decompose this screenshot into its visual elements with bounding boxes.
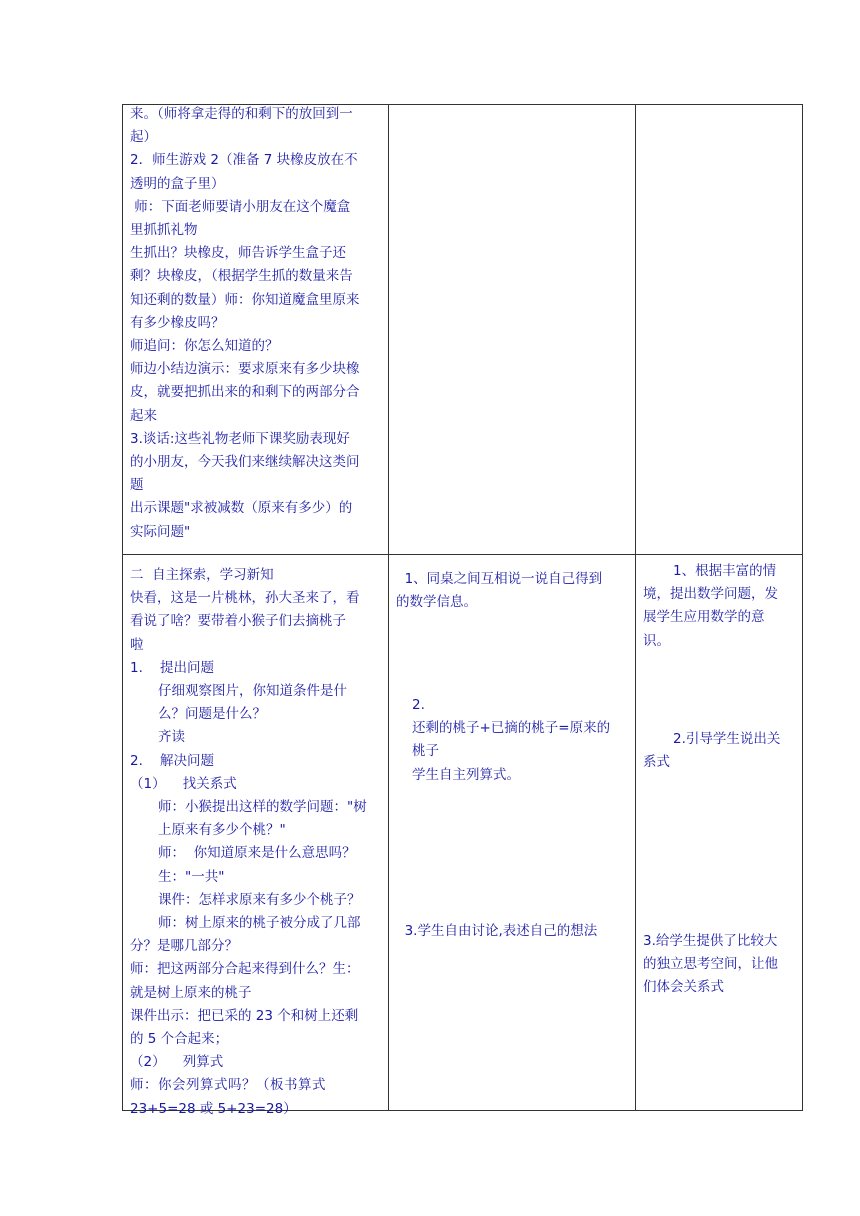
text-line: 识。 [643, 632, 670, 649]
text-line: 实际问题" [130, 523, 191, 540]
text-line: 系式 [643, 754, 670, 771]
numbered-heading: 2. 解决问题 [130, 752, 215, 769]
text-line: 2. [412, 697, 425, 713]
text-line: 的 5 个合起来； [130, 1031, 229, 1048]
text-line: 3.学生自由讨论,表述自己的想法 [396, 923, 598, 939]
text-line: 生："一共" [158, 868, 225, 885]
text-line: 2.引导学生说出关 [643, 731, 781, 747]
table-right-border [802, 104, 803, 1111]
column-divider-2 [635, 104, 636, 1111]
text-line: 出示课题"求被减数（原来有多少）的 [130, 500, 353, 517]
row1-teaching-process-cell [130, 103, 384, 544]
section-heading: 二 自主探索，学习新知 [130, 567, 274, 583]
sub-heading: （1） 找关系式 [130, 775, 237, 792]
text-line: 师追问：你怎么知道的？ [130, 338, 279, 355]
text-line: 师：你会列算式吗？（板书算式 [130, 1077, 326, 1094]
text-line: 2．师生游戏 2（准备 7 块橡皮放在不 [130, 152, 358, 169]
text-line: 3.给学生提供了比较大 [643, 933, 778, 949]
text-line: 皮，就要把抓出来的和剩下的两部分合 [130, 384, 360, 401]
text-line: 就是树上原来的桃子 [130, 984, 252, 1001]
column-divider-1 [388, 104, 389, 1111]
text-line: 的数学信息。 [396, 594, 477, 611]
student-activity-block-3 [396, 920, 632, 943]
text-line: 们体会关系式 [643, 979, 724, 996]
text-line: 课件：怎样求原来有多少个桃子？ [158, 891, 361, 908]
text-line: 仔细观察图片，你知道条件是什 [158, 683, 347, 700]
text-line: 里抓抓礼物 [130, 222, 198, 239]
text-line: 师： 你知道原来是什么意思吗？ [158, 845, 356, 862]
text-line: 师：下面老师要请小朋友在这个魔盒 [130, 198, 351, 215]
text-line: 课件出示：把已采的 23 个和树上还剩 [130, 1007, 359, 1024]
design-intent-block-2 [643, 728, 799, 774]
row2-teaching-process-cell [130, 564, 384, 1121]
text-line: 师边小结边演示：要求原来有多少块橡 [130, 361, 360, 378]
design-intent-block-3 [643, 930, 799, 1000]
text-line: 师：小猴提出这样的数学问题："树 [158, 799, 367, 816]
text-line: 看说了啥？要带着小猴子们去摘桃子 [130, 613, 346, 630]
text-line: 学生自主列算式。 [412, 766, 520, 783]
design-intent-block-1 [643, 560, 799, 653]
numbered-heading: 1. 提出问题 [130, 659, 215, 676]
student-activity-block-1 [396, 568, 632, 614]
text-line: 23+5=28 或 5+23=28） [130, 1100, 297, 1117]
text-line: 的小朋友，今天我们来继续解决这类问 [130, 454, 360, 471]
text-line: 1、根据丰富的情 [643, 563, 777, 579]
sub-heading: （2） 列算式 [130, 1054, 224, 1071]
text-line: 师：把这两部分合起来得到什么？生： [130, 961, 360, 978]
text-line: 快看，这是一片桃林，孙大圣来了，看 [130, 590, 360, 607]
text-line: 的独立思考空间，让他 [643, 956, 778, 973]
text-line: 来。（师将拿走得的和剩下的放回到一 [130, 106, 353, 122]
text-line: 生抓出？块橡皮，师告诉学生盒子还 [130, 245, 346, 262]
text-line: 分？是哪几部分？ [130, 938, 238, 955]
text-line: 3.谈话:这些礼物老师下课奖励表现好 [130, 430, 350, 447]
text-line: 有多少橡皮吗？ [130, 314, 225, 331]
row-divider [122, 554, 803, 555]
text-line: 齐读 [158, 729, 185, 746]
text-line: 1、同桌之间互相说一说自己得到 [396, 571, 603, 587]
text-line: 展学生应用数学的意 [643, 609, 765, 626]
table-left-border [122, 104, 123, 1111]
text-line: 上原来有多少个桃？" [158, 822, 286, 839]
text-line: 起来 [130, 407, 157, 424]
text-line: 还剩的桃子+已摘的桃子=原来的 [412, 720, 611, 737]
text-line: 境，提出数学问题，发 [643, 586, 778, 603]
text-line: 透明的盒子里） [130, 175, 225, 192]
student-activity-block-2 [412, 694, 634, 787]
text-line: 桃子 [412, 743, 439, 760]
text-line: 啦 [130, 636, 144, 653]
text-line: 么？问题是什么？ [158, 706, 266, 723]
text-line: 师：树上原来的桃子被分成了几部 [158, 915, 361, 932]
text-line: 剩？块橡皮，（根据学生抓的数量来告 [130, 268, 353, 285]
text-line: 知还剩的数量）师：你知道魔盒里原来 [130, 291, 360, 308]
text-line: 题 [130, 477, 144, 494]
text-line: 起） [130, 129, 157, 146]
